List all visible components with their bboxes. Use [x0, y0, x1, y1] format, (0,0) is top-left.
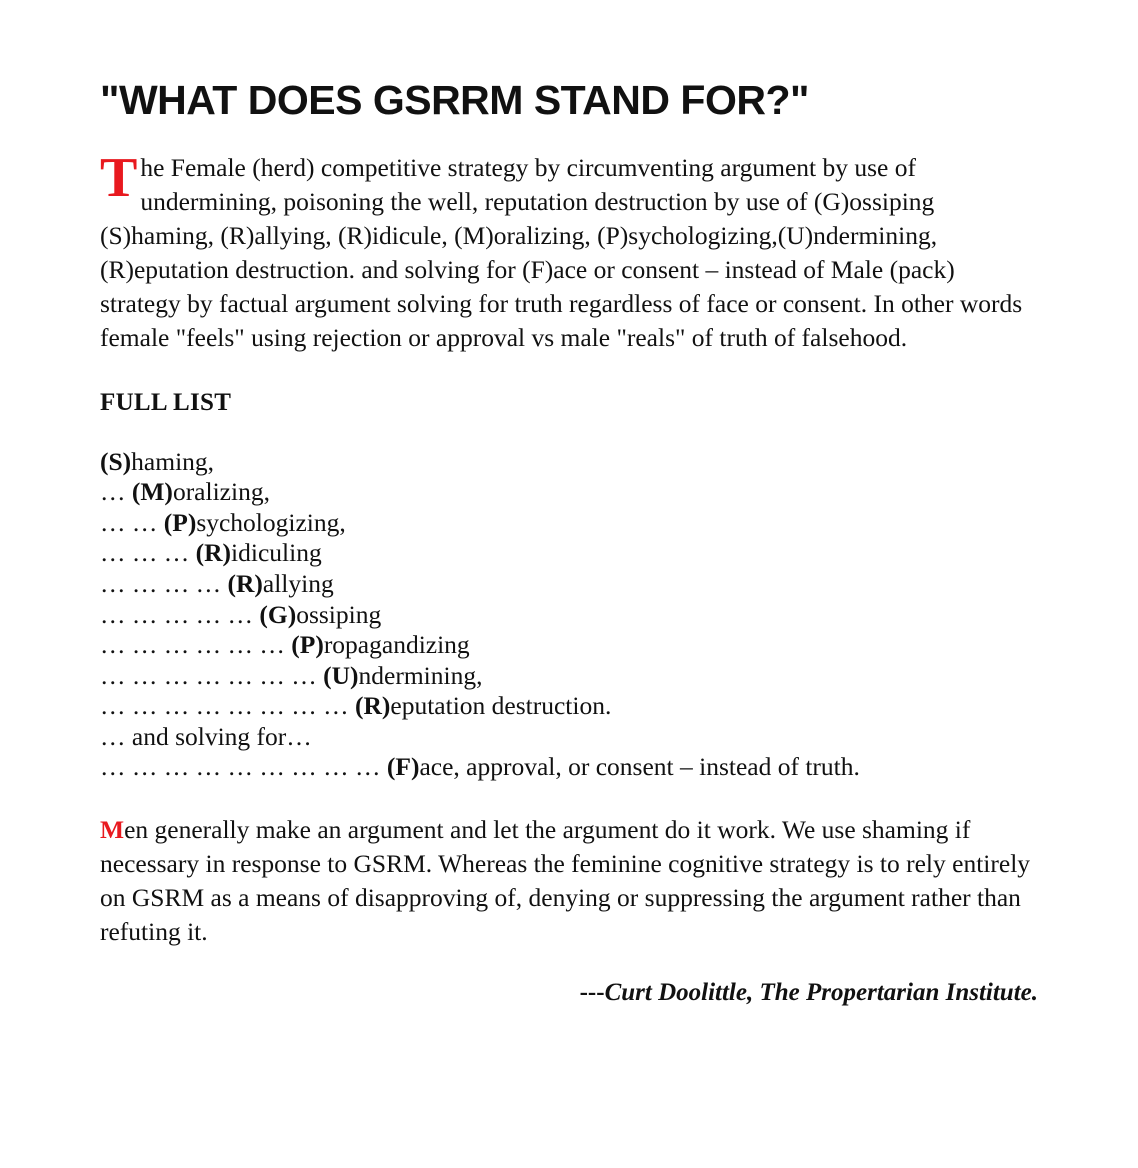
list-item-text: ropagandizing: [323, 630, 470, 660]
list-item: [100, 477, 1038, 508]
list-item-letter: (U): [323, 660, 359, 690]
list-item-text: idiculing: [231, 538, 322, 568]
list-item-prefix: … … … …: [100, 568, 228, 598]
section-heading-full-list: FULL LIST: [100, 388, 232, 416]
list-item-text: ndermining,: [358, 660, 483, 690]
list-item-prefix: … … … … … … …: [100, 660, 324, 690]
list-item-prefix: … and solving for: [100, 721, 287, 751]
list-item-letter: (P): [163, 507, 197, 537]
closing-paragraph: [100, 813, 1038, 949]
list-item: [100, 569, 1038, 600]
list-item-prefix: …: [100, 477, 132, 507]
list-item-text: haming,: [131, 446, 215, 476]
list-item-prefix: … … …: [100, 538, 196, 568]
full-list: [100, 447, 1038, 784]
list-item: [100, 691, 1038, 722]
intro-text: he Female (herd) competitive strategy by circumventing argument by use of undermining, poisoning the well, reputation destruction by use of (G)ossiping (S)haming, (R)allying, (R)idicule, (M)oralizing, (P)sychologizing,(U)ndermining, (R)eputation destruction. and solving for (F)ace or consent – instead of Male (pack) strategy by factual argument solving for truth regardless of face or consent. In other words female "feels" using rejection or approval vs male "reals" of truth of falsehood.: [100, 153, 1023, 352]
list-item-text: oralizing,: [172, 477, 270, 507]
list-item-prefix: … … … … … … … … …: [100, 752, 387, 782]
list-item-letter: (G): [259, 599, 297, 629]
list-item-prefix: … … … … … … … …: [100, 691, 355, 721]
list-item-letter: (R): [227, 568, 263, 598]
list-item-text: …: [286, 721, 312, 751]
list-item: [100, 752, 1038, 783]
list-item-letter: (M): [131, 477, 173, 507]
list-item-text: ossiping: [296, 599, 382, 629]
closing-drop-cap: M: [100, 815, 125, 845]
list-item: [100, 722, 1038, 753]
list-item-text: ace, approval, or consent – instead of truth.: [419, 752, 860, 782]
attribution: [100, 979, 1038, 1007]
attribution-dashes: ---: [579, 978, 605, 1006]
list-item-prefix: … … … … … …: [100, 630, 292, 660]
list-item-letter: (R): [355, 691, 391, 721]
list-item-letter: (S): [100, 446, 132, 476]
list-item-text: eputation destruction.: [390, 691, 612, 721]
list-item-letter: (R): [195, 538, 232, 568]
list-item-text: sychologizing,: [196, 507, 346, 537]
closing-text: en generally make an argument and let the argument do it work. We use shaming if necessary in response to GSRM. Whereas the feminine cognitive strategy is to rely entirely on GSRM as a means of disapproving of, denying or suppressing the argument rather than refuting it.: [100, 815, 1031, 946]
list-item-letter: (P): [291, 630, 324, 660]
list-item-letter: (F): [386, 752, 420, 782]
list-item: [100, 447, 1038, 478]
list-item-prefix: … … … … …: [100, 599, 260, 629]
page-title: "WHAT DOES GSRRM STAND FOR?": [100, 77, 809, 123]
intro-paragraph: [100, 147, 1038, 354]
list-item: [100, 630, 1038, 661]
list-item: [100, 600, 1038, 631]
list-item: [100, 538, 1038, 569]
list-item: [100, 508, 1038, 539]
list-item-text: allying: [262, 568, 334, 598]
drop-cap-letter: T: [100, 147, 138, 210]
list-item: [100, 661, 1038, 692]
list-item-prefix: … …: [100, 507, 164, 537]
attribution-text: Curt Doolittle, The Propertarian Institute.: [604, 978, 1038, 1006]
